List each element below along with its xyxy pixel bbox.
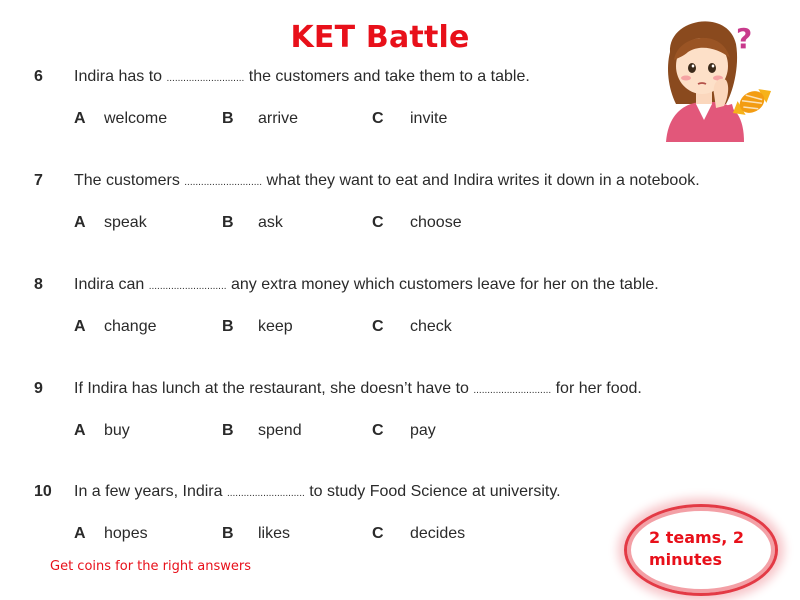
question-7 [0,172,800,232]
question-number: 10 [34,483,52,500]
answer-blank: ............................ [184,177,263,188]
question-text: If Indira has lunch at the restaurant, she doesn’t have to ............................ for her food. [74,380,642,397]
option-letter-c: C [372,214,384,231]
option-letter-c: C [372,422,384,439]
page-title: KET Battle [290,20,470,55]
option-a[interactable]: change [104,318,157,335]
option-b[interactable]: spend [258,422,302,439]
badge-text: 2 teams, 2 minutes [649,528,744,569]
answer-blank: ............................ [226,488,305,499]
option-b[interactable]: likes [258,525,291,542]
option-c[interactable]: check [410,318,452,335]
question-number: 6 [34,68,43,85]
option-letter-b: B [222,318,234,335]
question-number: 8 [34,276,43,293]
option-c[interactable]: pay [410,422,436,439]
option-c[interactable]: choose [410,214,462,231]
option-letter-a: A [74,525,86,542]
option-c[interactable]: invite [410,110,448,127]
option-b[interactable]: keep [258,318,293,335]
option-letter-b: B [222,110,234,127]
question-text: Indira has to ............................ the customers and take them to a table. [74,68,530,85]
question-text: The customers ............................ what they want to eat and Indira writes it down in a notebook. [74,172,700,189]
option-b[interactable]: arrive [258,110,299,127]
option-b[interactable]: ask [258,214,283,231]
option-a[interactable]: welcome [104,110,168,127]
answer-blank: ............................ [148,281,227,292]
option-a[interactable]: hopes [104,525,148,542]
thinking-girl-illustration [652,8,784,142]
question-text: In a few years, Indira ............................ to study Food Science at university. [74,483,561,500]
question-text: Indira can ............................ any extra money which customers leave for her on the table. [74,276,659,293]
option-a[interactable]: speak [104,214,147,231]
option-letter-c: C [372,525,384,542]
option-c[interactable]: decides [410,525,466,542]
option-letter-b: B [222,525,234,542]
timer-badge [624,504,778,596]
option-letter-b: B [222,214,234,231]
option-letter-c: C [372,318,384,335]
option-letter-a: A [74,422,86,439]
svg-text:?: ? [736,22,753,55]
option-a[interactable]: buy [104,422,130,439]
question-9 [0,380,800,440]
question-number: 7 [34,172,43,189]
option-letter-b: B [222,422,234,439]
question-number: 9 [34,380,43,397]
question-8 [0,276,800,336]
option-letter-a: A [74,318,86,335]
option-letter-a: A [74,110,86,127]
answer-blank: ............................ [473,385,552,396]
option-letter-a: A [74,214,86,231]
option-letter-c: C [372,110,384,127]
answer-blank: ............................ [166,73,245,84]
footer-note: Get coins for the right answers [50,559,252,574]
